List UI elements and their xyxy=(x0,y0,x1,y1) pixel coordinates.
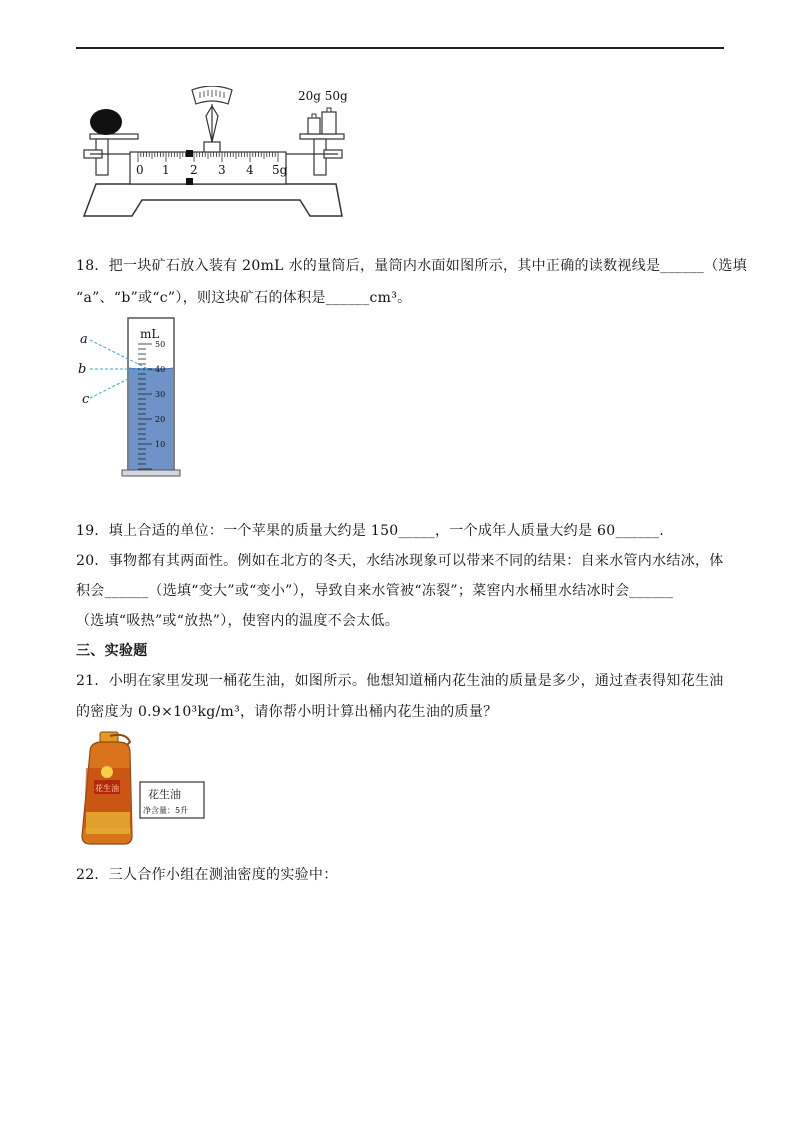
q20-line2: 积会______（选填“变大”或“变小”），导致自来水管被“冻裂”；菜窖内水桶里水结冰时会______ xyxy=(76,583,674,599)
q21-line1: 21．小明在家里发现一桶花生油，如图所示。他想知道桶内花生油的质量是多少，通过查表得知花生油 xyxy=(76,673,724,689)
balance-figure xyxy=(76,86,348,222)
unit-label: mL xyxy=(140,327,160,341)
scale-tick-label: 4 xyxy=(246,163,254,177)
sight-label-a: a xyxy=(80,332,88,347)
bottle-brand: 花生油 xyxy=(95,784,119,793)
cylinder-figure xyxy=(76,312,206,480)
scale-label: 10 xyxy=(155,440,166,449)
scale-tick-label: 5g xyxy=(272,163,288,177)
weights-label: 20g 50g xyxy=(298,89,348,103)
scale-tick-label: 1 xyxy=(162,163,170,177)
q22-line1: 22．三人合作小组在测油密度的实验中： xyxy=(76,867,338,883)
scale-label: 30 xyxy=(155,390,166,399)
label-volume: 净含量：5升 xyxy=(143,806,189,815)
header-rule xyxy=(76,47,724,49)
q18-line2: “a”、“b”或“c”），则这块矿石的体积是______cm³。 xyxy=(76,290,412,306)
rider-lower xyxy=(186,178,193,185)
scale-label: 20 xyxy=(155,415,166,424)
q20-line3: （选填“吸热”或“放热”），使窖内的温度不会太低。 xyxy=(76,613,400,629)
balance-base xyxy=(84,184,342,216)
scale-tick-label: 2 xyxy=(190,163,198,177)
scale-label: 40 xyxy=(155,365,166,374)
q20-line1: 20．事物都有其两面性。例如在北方的冬天，水结冰现象可以带来不同的结果：自来水管内水结冰，体 xyxy=(76,553,724,569)
water-column xyxy=(129,368,173,471)
cylinder-base xyxy=(122,470,180,476)
ore-object xyxy=(90,109,122,135)
scale-tick-label: 3 xyxy=(218,163,226,177)
q21-line2: 的密度为 0.9×10³kg/m³，请你帮小明计算出桶内花生油的质量？ xyxy=(76,704,498,720)
q18-line1: 18．把一块矿石放入装有 20mL 水的量筒后，量筒内水面如图所示，其中正确的读数视线是______（选填 xyxy=(76,258,747,274)
oil-figure xyxy=(76,728,216,848)
scale-label: 50 xyxy=(155,340,166,349)
rider-upper xyxy=(186,150,193,157)
scale-tick-label: 0 xyxy=(136,163,144,177)
section-title: 三、实验题 xyxy=(76,643,148,659)
sight-label-c: c xyxy=(82,392,90,407)
sight-label-b: b xyxy=(78,362,87,377)
q19-line1: 19．填上合适的单位：一个苹果的质量大约是 150_____，一个成年人质量大约是 60______. xyxy=(76,523,664,539)
label-name: 花生油 xyxy=(148,788,181,801)
